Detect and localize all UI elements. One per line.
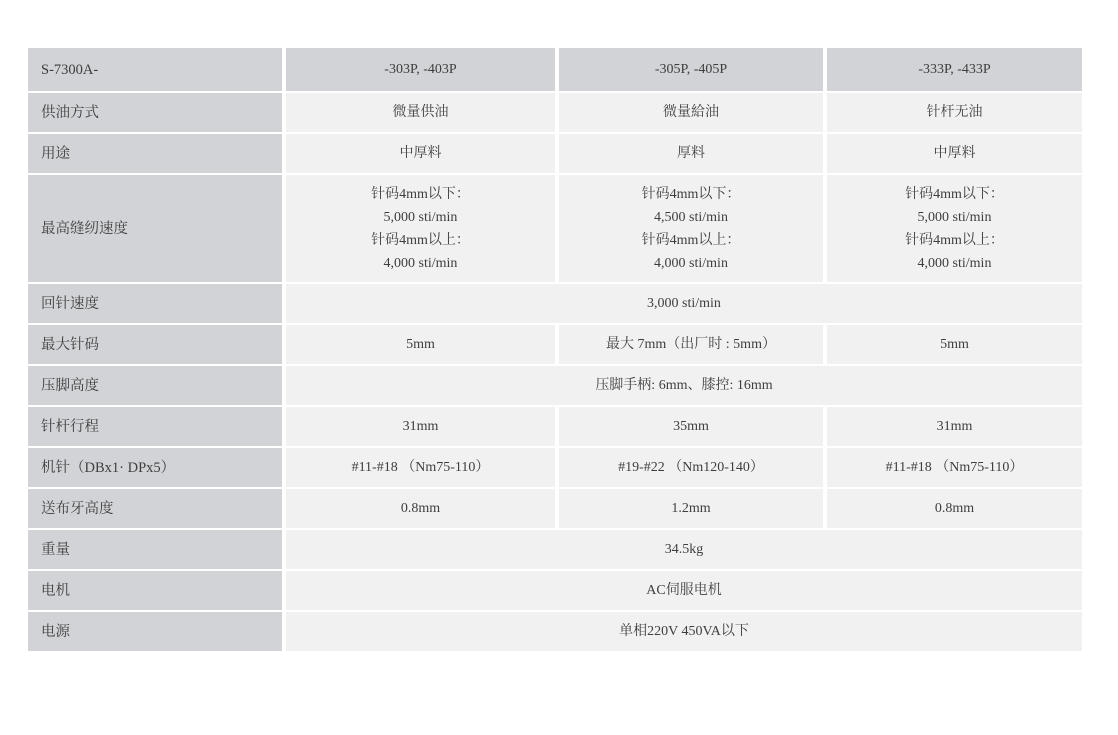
- row-label: 电机: [28, 571, 282, 610]
- row-label: 压脚高度: [28, 366, 282, 405]
- spec-table: [24, 46, 1086, 653]
- value-cell: 中厚料: [827, 134, 1082, 173]
- value-cell: #11-#18 （Nm75-110）: [286, 448, 555, 487]
- value-cell: 针码4mm以下： 5,000 sti/min 针码4mm以上： 4,000 sti/min: [827, 175, 1082, 282]
- value-cell-span: AC伺服电机: [286, 571, 1082, 610]
- table-header-row: [28, 48, 1082, 91]
- value-cell: #11-#18 （Nm75-110）: [827, 448, 1082, 487]
- value-cell: 针杆无油: [827, 93, 1082, 132]
- table-row-lubrication: [28, 93, 1082, 132]
- value-cell-span: 34.5kg: [286, 530, 1082, 569]
- table-row-max-speed: [28, 175, 1082, 282]
- value-cell: 厚料: [559, 134, 823, 173]
- table-row-power: [28, 612, 1082, 651]
- value-cell: 针码4mm以下： 4,500 sti/min 针码4mm以上： 4,000 sti/min: [559, 175, 823, 282]
- value-cell: 31mm: [286, 407, 555, 446]
- value-cell: 31mm: [827, 407, 1082, 446]
- table-row-max-stitch: [28, 325, 1082, 364]
- value-cell: 5mm: [286, 325, 555, 364]
- table-row-motor: [28, 571, 1082, 610]
- value-cell: 最大 7mm（出厂时 : 5mm）: [559, 325, 823, 364]
- header-variant-cell: -333P, -433P: [827, 48, 1082, 91]
- value-cell: #19-#22 （Nm120-140）: [559, 448, 823, 487]
- table-row-feed-dog-height: [28, 489, 1082, 528]
- header-variant-cell: -305P, -405P: [559, 48, 823, 91]
- header-model-cell: S-7300A-: [28, 48, 282, 91]
- value-cell: 微量供油: [286, 93, 555, 132]
- value-cell-span: 3,000 sti/min: [286, 284, 1082, 323]
- row-label: 最高缝纫速度: [28, 175, 282, 282]
- row-label: 送布牙高度: [28, 489, 282, 528]
- table-row-application: [28, 134, 1082, 173]
- value-cell: 微量給油: [559, 93, 823, 132]
- value-cell: 1.2mm: [559, 489, 823, 528]
- row-label: 回针速度: [28, 284, 282, 323]
- table-row-presser-height: [28, 366, 1082, 405]
- value-cell-span: 压脚手柄: 6mm、膝控: 16mm: [286, 366, 1082, 405]
- row-label: 重量: [28, 530, 282, 569]
- table-row-needle-bar-stroke: [28, 407, 1082, 446]
- table-row-weight: [28, 530, 1082, 569]
- value-cell: 5mm: [827, 325, 1082, 364]
- value-cell: 0.8mm: [286, 489, 555, 528]
- row-label: 最大针码: [28, 325, 282, 364]
- header-variant-cell: -303P, -403P: [286, 48, 555, 91]
- row-label: 机针（DBx1· DPx5）: [28, 448, 282, 487]
- table-row-backtack-speed: [28, 284, 1082, 323]
- row-label: 电源: [28, 612, 282, 651]
- value-cell: 0.8mm: [827, 489, 1082, 528]
- value-cell-span: 单相220V 450VA以下: [286, 612, 1082, 651]
- row-label: 用途: [28, 134, 282, 173]
- row-label: 供油方式: [28, 93, 282, 132]
- value-cell: 中厚料: [286, 134, 555, 173]
- row-label: 针杆行程: [28, 407, 282, 446]
- table-row-needle: [28, 448, 1082, 487]
- value-cell: 35mm: [559, 407, 823, 446]
- value-cell: 针码4mm以下： 5,000 sti/min 针码4mm以上： 4,000 sti/min: [286, 175, 555, 282]
